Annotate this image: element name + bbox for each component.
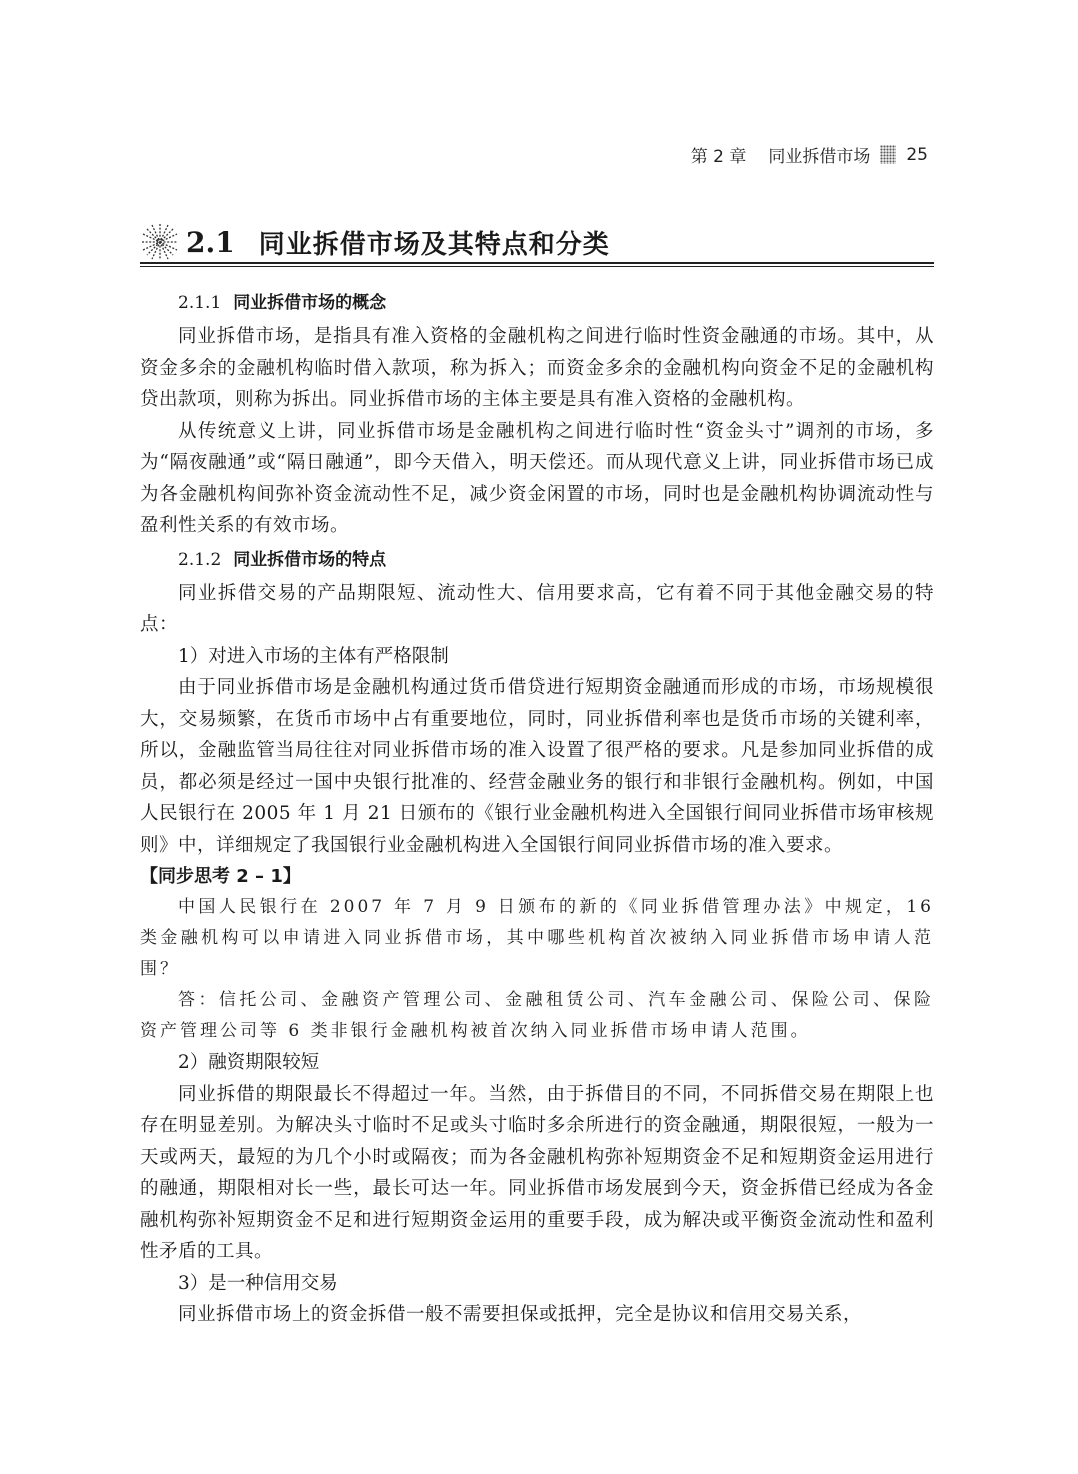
think-answer: 答：信托公司、金融资产管理公司、金融租赁公司、汽车金融公司、保险公司、保险资产管理公司等 6 类非银行金融机构被首次纳入同业拆借市场申请人范围。: [140, 990, 934, 1041]
heading-rule-thick: [140, 262, 934, 264]
section-heading: [140, 222, 932, 262]
think-question: 中国人民银行在 2007 年 7 月 9 日颁布的新的《同业拆借管理办法》中规定，16 类金融机构可以申请进入同业拆借市场，其中哪些机构首次被纳入同业拆借市场申请人范围？: [140, 897, 934, 979]
paragraph: 由于同业拆借市场是金融机构通过货币借贷进行短期资金融通而形成的市场，市场规模很大，交易频繁，在货币市场中占有重要地位，同时，同业拆借利率也是货币市场的关键利率，所以，金融监管当局往往对同业拆借市场的准入设置了很严格的要求。凡是参加同业拆借的成员，都必须是经过一国中央银行批准的、经营金融业务的银行和非银行金融机构。例如，中国人民银行在 2005 年 1 月 21 日颁布的《银行业金融机构进入全国银行间同业拆借市场审核规则》中，详细规定了我国银行业金融机构进入全国银行间同业拆借市场的准入要求。: [140, 677, 934, 856]
paragraph: 同业拆借交易的产品期限短、流动性大、信用要求高，它有着不同于其他金融交易的特点：: [140, 582, 934, 635]
chapter-title: 同业拆借市场: [768, 147, 871, 167]
subsection-number: 2.1.1: [178, 293, 222, 313]
body-text: [140, 285, 934, 1331]
list-item-heading: 2）融资期限较短: [178, 1052, 320, 1073]
page-number: 25: [906, 144, 928, 165]
running-header: [691, 142, 928, 167]
paragraph: 同业拆借的期限最长不得超过一年。当然，由于拆借目的不同，不同拆借交易在期限上也存在明显差别。为解决头寸临时不足或头寸临时多余所进行的资金融通，期限很短，一般为一天或两天，最短的为几个小时或隔夜；而为各金融机构弥补短期资金不足和短期资金运用进行的融通，期限相对长一些，最长可达一年。同业拆借市场发展到今天，资金拆借已经成为各金融机构弥补短期资金不足和进行短期资金运用的重要手段，成为解决或平衡资金流动性和盈利性矛盾的工具。: [140, 1083, 934, 1262]
paragraph: 从传统意义上讲，同业拆借市场是金融机构之间进行临时性“资金头寸”调剂的市场，多为“隔夜融通”或“隔日融通”，即今天借入，明天偿还。而从现代意义上讲，同业拆借市场已成为各金融机构间弥补资金流动性不足，减少资金闲置的市场，同时也是金融机构协调流动性与盈利性关系的有效市场。: [140, 420, 934, 536]
list-item-heading: 1）对进入市场的主体有严格限制: [178, 645, 449, 667]
subsection-heading: [140, 285, 934, 321]
paragraph: 同业拆借市场上的资金拆借一般不需要担保或抵押，完全是协议和信用交易关系，: [178, 1304, 863, 1325]
section-number: 2.1: [186, 225, 235, 259]
heading-rule-thin: [140, 266, 934, 267]
subsection-heading: [140, 542, 934, 578]
dotted-marker-icon: [880, 145, 896, 164]
subsection-title: 同业拆借市场的概念: [233, 293, 387, 313]
starburst-icon: [140, 222, 180, 262]
chapter-label: 第 2 章: [690, 147, 747, 167]
paragraph: 同业拆借市场，是指具有准入资格的金融机构之间进行临时性资金融通的市场。其中，从资金多余的金融机构临时借入款项，称为拆入；而资金多余的金融机构向资金不足的金融机构贷出款项，则称为拆出。同业拆借市场的主体主要是具有准入资格的金融机构。: [140, 326, 934, 410]
subsection-number: 2.1.2: [178, 549, 222, 570]
subsection-title: 同业拆借市场的特点: [233, 549, 387, 570]
think-box-heading: 【同步思考 2 – 1】: [140, 866, 301, 887]
section-title: 同业拆借市场及其特点和分类: [258, 229, 610, 260]
list-item-heading: 3）是一种信用交易: [178, 1272, 338, 1294]
